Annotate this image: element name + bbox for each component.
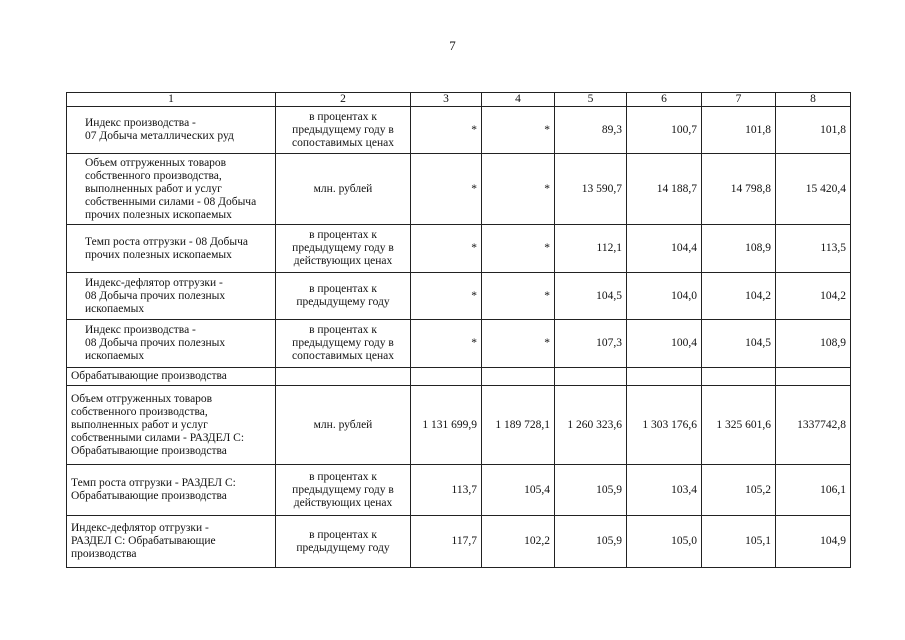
value-cell: 104,2 (702, 273, 776, 320)
table-row (67, 320, 851, 368)
value-cell: * (482, 154, 555, 225)
indicator-name: Объем отгруженных товаров собственного производства, выполненных работ и услуг собственными силами - РАЗДЕЛ C: Обрабатывающие производства (67, 386, 276, 465)
indicator-name: Индекс производства - 07 Добыча металлических руд (67, 107, 276, 154)
indicator-name: Темп роста отгрузки - 08 Добыча прочих полезных ископаемых (67, 225, 276, 273)
value-cell: 117,7 (411, 516, 482, 568)
value-cell: 1337742,8 (776, 386, 851, 465)
value-cell: * (411, 320, 482, 368)
value-cell (555, 368, 627, 386)
value-cell: 104,0 (627, 273, 702, 320)
value-cell: 113,5 (776, 225, 851, 273)
unit-cell: в процентах к предыдущему году в сопоставимых ценах (276, 107, 411, 154)
page-number: 7 (449, 38, 456, 53)
column-number: 1 (67, 93, 276, 107)
value-cell: 102,2 (482, 516, 555, 568)
value-cell: 106,1 (776, 465, 851, 516)
table-row (67, 368, 851, 386)
column-number: 3 (411, 93, 482, 107)
value-cell: 105,4 (482, 465, 555, 516)
table-row (67, 386, 851, 465)
column-number: 8 (776, 93, 851, 107)
value-cell: 108,9 (702, 225, 776, 273)
value-cell: * (411, 225, 482, 273)
unit-cell: млн. рублей (276, 386, 411, 465)
value-cell: 101,8 (702, 107, 776, 154)
column-number: 2 (276, 93, 411, 107)
value-cell: * (482, 225, 555, 273)
indicator-name: Объем отгруженных товаров собственного производства, выполненных работ и услуг собственными силами - 08 Добыча прочих полезных ископаемых (67, 154, 276, 225)
value-cell (627, 368, 702, 386)
column-number: 7 (702, 93, 776, 107)
indicator-name: Темп роста отгрузки - РАЗДЕЛ C: Обрабатывающие производства (67, 465, 276, 516)
value-cell: 1 260 323,6 (555, 386, 627, 465)
indicator-name: Индекс-дефлятор отгрузки - РАЗДЕЛ C: Обрабатывающие производства (67, 516, 276, 568)
unit-cell: в процентах к предыдущему году в действующих ценах (276, 225, 411, 273)
value-cell: 1 325 601,6 (702, 386, 776, 465)
unit-cell: в процентах к предыдущему году в действующих ценах (276, 465, 411, 516)
column-number: 6 (627, 93, 702, 107)
value-cell: 105,1 (702, 516, 776, 568)
value-cell: 104,9 (776, 516, 851, 568)
value-cell: * (482, 273, 555, 320)
indicator-name: Индекс-дефлятор отгрузки - 08 Добыча прочих полезных ископаемых (67, 273, 276, 320)
value-cell: 14 798,8 (702, 154, 776, 225)
unit-cell: в процентах к предыдущему году (276, 273, 411, 320)
indicator-name: Обрабатывающие производства (67, 368, 276, 386)
value-cell: * (482, 320, 555, 368)
value-cell (482, 368, 555, 386)
value-cell: 1 189 728,1 (482, 386, 555, 465)
value-cell: 105,9 (555, 465, 627, 516)
value-cell: 89,3 (555, 107, 627, 154)
value-cell: 15 420,4 (776, 154, 851, 225)
value-cell: 13 590,7 (555, 154, 627, 225)
value-cell: 1 131 699,9 (411, 386, 482, 465)
value-cell: 108,9 (776, 320, 851, 368)
unit-cell: в процентах к предыдущему году (276, 516, 411, 568)
column-number-row (67, 93, 851, 107)
table-row (67, 225, 851, 273)
value-cell: 104,4 (627, 225, 702, 273)
table-row (67, 465, 851, 516)
unit-cell: млн. рублей (276, 154, 411, 225)
value-cell: 105,0 (627, 516, 702, 568)
value-cell (776, 368, 851, 386)
value-cell: * (411, 154, 482, 225)
column-number: 4 (482, 93, 555, 107)
value-cell (702, 368, 776, 386)
value-cell: 1 303 176,6 (627, 386, 702, 465)
value-cell: 104,5 (555, 273, 627, 320)
value-cell: 105,2 (702, 465, 776, 516)
unit-cell: в процентах к предыдущему году в сопоставимых ценах (276, 320, 411, 368)
indicator-name: Индекс производства - 08 Добыча прочих полезных ископаемых (67, 320, 276, 368)
value-cell: 100,4 (627, 320, 702, 368)
table-row (67, 154, 851, 225)
column-number: 5 (555, 93, 627, 107)
data-table (66, 92, 851, 568)
value-cell: 14 188,7 (627, 154, 702, 225)
value-cell: 103,4 (627, 465, 702, 516)
table-row (67, 273, 851, 320)
unit-cell (276, 368, 411, 386)
value-cell: 100,7 (627, 107, 702, 154)
value-cell (411, 368, 482, 386)
table-row (67, 516, 851, 568)
value-cell: 107,3 (555, 320, 627, 368)
value-cell: 105,9 (555, 516, 627, 568)
value-cell: 101,8 (776, 107, 851, 154)
value-cell: 104,2 (776, 273, 851, 320)
value-cell: * (482, 107, 555, 154)
value-cell: * (411, 107, 482, 154)
value-cell: 104,5 (702, 320, 776, 368)
value-cell: 113,7 (411, 465, 482, 516)
table-row (67, 107, 851, 154)
value-cell: * (411, 273, 482, 320)
value-cell: 112,1 (555, 225, 627, 273)
